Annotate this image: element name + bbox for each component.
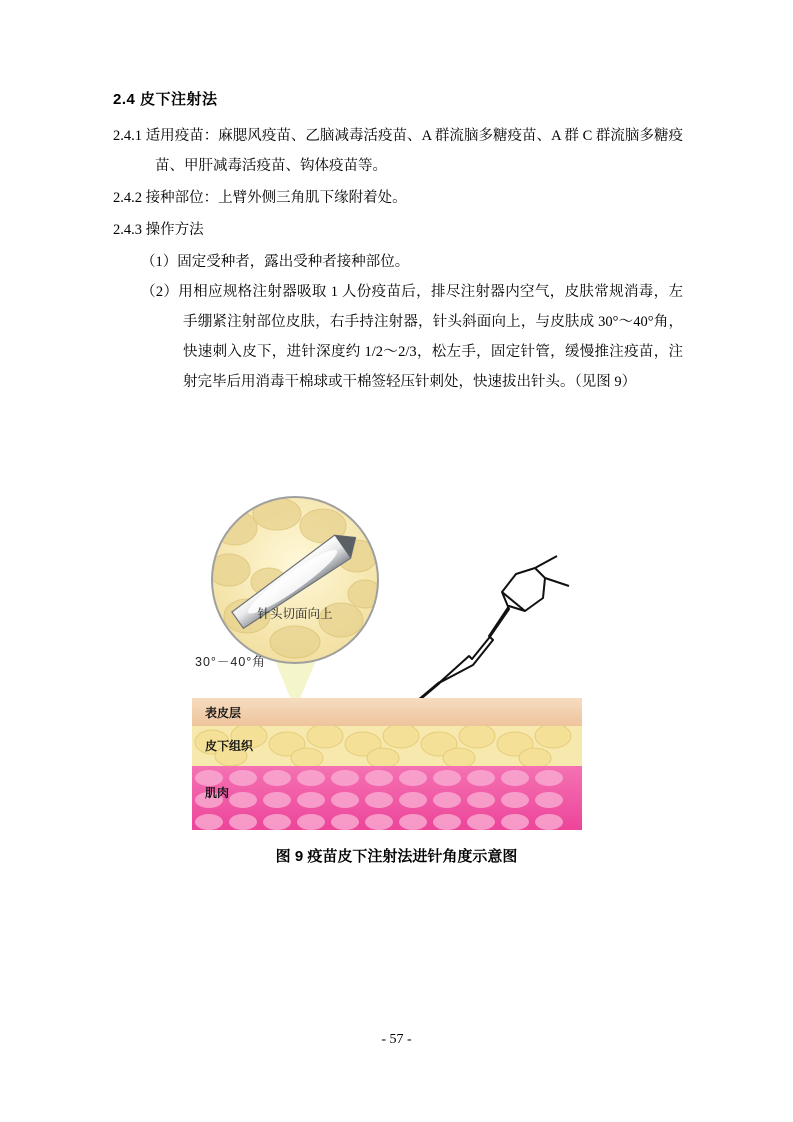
paragraph-step-2: （2）用相应规格注射器吸取 1 人份疫苗后，排尽注射器内空气，皮肤常规消毒，左手绷紧注射部位皮肤，右手持注射器，针头斜面向上，与皮肤成 30°～40°角，快速刺入皮下，进针深度约 1/2～2/3，松左手，固定针管，缓慢推注疫苗，注射完毕后用消毒干棉球或干棉签轻压针刺处，快速拔出针头。（见图 9） <box>141 284 683 390</box>
epidermis-layer <box>192 698 582 726</box>
figure-illustration <box>0 470 793 835</box>
subcutaneous-label: 皮下组织 <box>204 739 253 753</box>
paragraph-2-4-3: 2.4.3 操作方法 <box>113 222 204 238</box>
injection-angle-diagram <box>117 470 677 830</box>
epidermis-label: 表皮层 <box>204 706 241 720</box>
muscle-label: 肌肉 <box>204 786 229 800</box>
paragraph-2-4-1: 2.4.1 适用疫苗：麻腮风疫苗、乙脑减毒活疫苗、A 群流脑多糖疫苗、A 群 C 群流脑多糖疫苗、甲肝减毒活疫苗、钩体疫苗等。 <box>113 128 683 174</box>
magnified-view <box>208 497 382 663</box>
callout-label: 针头切面向上 <box>256 607 333 621</box>
paragraph-2-4-2: 2.4.2 接种部位：上臂外侧三角肌下缘附着处。 <box>113 190 407 206</box>
page-number: - 57 - <box>381 1032 412 1047</box>
paragraph-step-1: （1）固定受种者，露出受种者接种部位。 <box>141 254 410 270</box>
page-title: 2.4 皮下注射法 <box>113 91 218 108</box>
figure-caption: 图 9 疫苗皮下注射法进针角度示意图 <box>275 848 518 865</box>
document-body <box>113 88 683 397</box>
skin-layers <box>192 698 582 830</box>
angle-label: 30°－40°角 <box>194 655 266 669</box>
syringe <box>401 556 569 715</box>
